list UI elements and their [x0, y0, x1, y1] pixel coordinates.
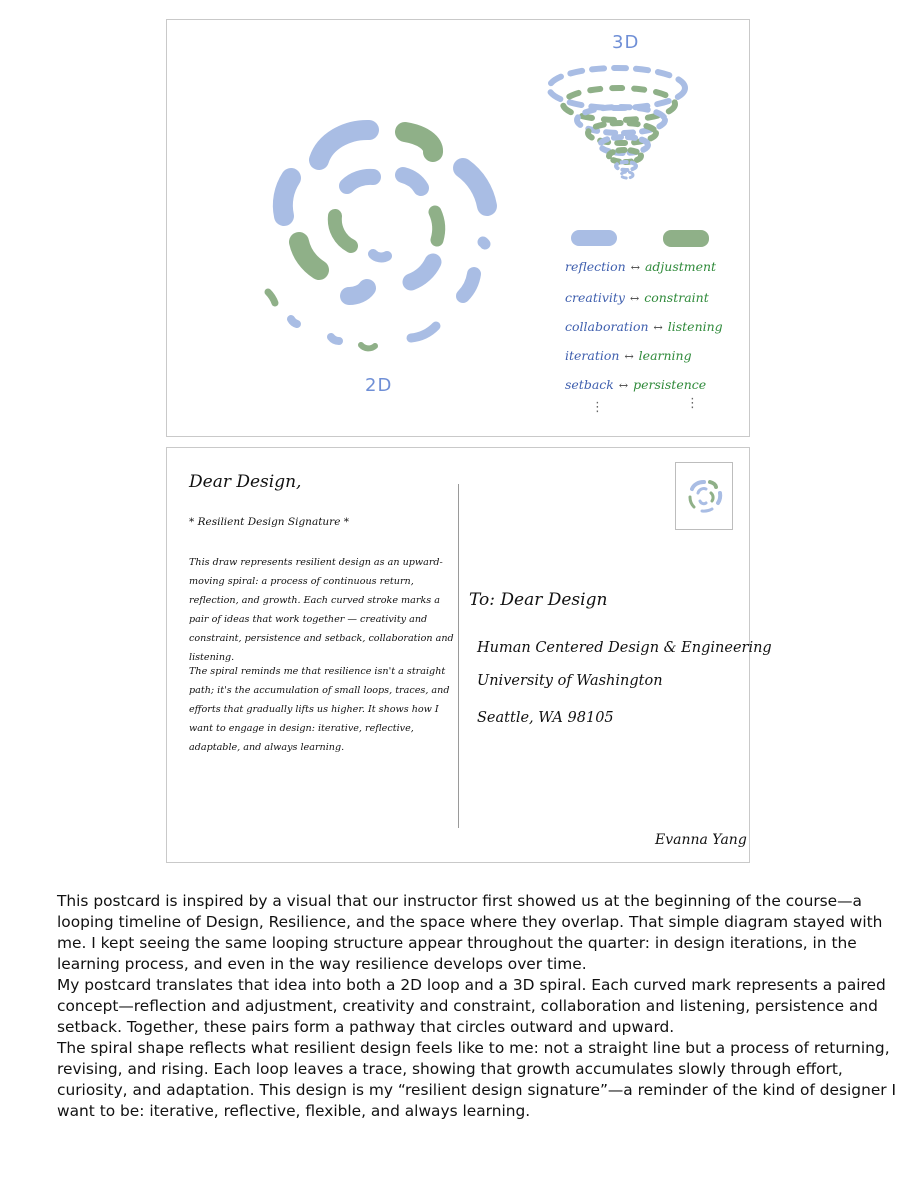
stroke-blue — [463, 274, 474, 296]
stamp-spiral-icon — [676, 463, 732, 529]
arrow-icon: ↔ — [630, 261, 640, 274]
stroke-blue — [411, 326, 436, 338]
signature-title: * Resilient Design Signature * — [189, 516, 350, 528]
legend-left: reflection — [565, 259, 626, 274]
recipient: To: Dear Design — [469, 590, 608, 610]
address-line: Seattle, WA 98105 — [477, 710, 614, 726]
address-line: University of Washington — [477, 673, 663, 689]
green-swatch — [663, 230, 709, 247]
stroke-blue — [483, 242, 485, 244]
greeting: Dear Design, — [189, 472, 302, 492]
stroke-blue — [349, 288, 367, 296]
legend-left: iteration — [565, 348, 620, 363]
postcard-front — [166, 19, 750, 437]
blue-swatch — [571, 230, 617, 246]
legend-left: collaboration — [565, 319, 649, 334]
postcard-back — [166, 447, 772, 863]
legend-row — [565, 377, 706, 392]
ellipsis-icon: ⋮ — [686, 396, 699, 411]
stroke-blue — [403, 175, 421, 188]
legend-left: creativity — [565, 290, 625, 305]
stroke-blue — [347, 177, 373, 186]
signature: Evanna Yang — [655, 832, 747, 848]
arrow-icon: ↔ — [653, 321, 663, 334]
address-line: Human Centered Design & Engineering — [477, 640, 772, 656]
spiral-artwork — [167, 20, 751, 438]
legend-row — [565, 319, 723, 334]
legend-right: learning — [638, 348, 692, 363]
stroke-green — [405, 132, 433, 152]
stroke-blue — [331, 337, 339, 341]
stamp — [675, 462, 733, 530]
legend-left: setback — [565, 377, 614, 392]
legend-row — [565, 259, 716, 274]
arrow-icon: ↔ — [624, 350, 634, 363]
label-2d: 2D — [365, 375, 393, 396]
stroke-green — [299, 242, 319, 270]
stroke-blue — [291, 319, 297, 324]
label-3d: 3D — [612, 32, 640, 53]
stroke-blue — [463, 168, 487, 206]
arrow-icon: ↔ — [618, 379, 629, 392]
legend-right: constraint — [644, 290, 709, 305]
spiral-3d — [549, 68, 685, 178]
stroke-blue — [411, 262, 433, 282]
legend-row — [565, 348, 692, 363]
arrow-icon: ↔ — [630, 292, 640, 305]
legend-right: adjustment — [644, 259, 717, 274]
spiral-2d — [268, 130, 487, 348]
stroke-blue — [373, 254, 387, 257]
message-paragraph: The spiral reminds me that resilience isn't a straight path; it's the accumulation of small loops, traces, and efforts that gradually lifts us higher. It shows how I want to engage in design: iterative, reflective, adaptable, and always learning. — [189, 666, 450, 753]
legend-row — [565, 290, 709, 305]
stroke-green — [361, 345, 375, 348]
description-paragraph: My postcard translates that idea into both a 2D loop and a 3D spiral. Each curved mark represents a paired concept—reflection and adjustment, creativity and constraint, collaboration and listening, persistence and setback. Together, these pairs form a pathway that circles outward and upward. — [57, 976, 886, 1036]
message-paragraph: This draw represents resilient design as an upward-moving spiral: a process of continuous return, reflection, and growth. Each curved stroke marks a pair of ideas that work together — creativity and constraint, persistence and setback, collaboration and listening. — [189, 557, 454, 663]
legend-right: listening — [667, 319, 723, 334]
stroke-green — [335, 216, 351, 246]
stroke-green — [435, 212, 439, 240]
legend-right: persistence — [633, 377, 707, 392]
stroke-blue — [319, 130, 369, 160]
divider — [458, 484, 459, 828]
description-paragraph: This postcard is inspired by a visual that our instructor first showed us at the beginning of the course—a looping timeline of Design, Resilience, and the space where they overlap. That simple diagram stayed with me. I kept seeing the same looping structure appear throughout the quarter: in design iterations, in the learning process, and even in the way resilience develops over time. — [57, 892, 883, 973]
description — [57, 891, 897, 1122]
stroke-blue — [283, 178, 291, 216]
description-paragraph: The spiral shape reflects what resilient design feels like to me: not a straight line but a process of returning, revising, and rising. Each loop leaves a trace, showing that growth accumulates slowly through effort, curiosity, and adaptation. This design is my “resilient design signature”—a reminder of the kind of designer I want to be: iterative, reflective, flexible, and always learning. — [57, 1039, 897, 1120]
stroke-green — [268, 292, 275, 303]
ellipsis-icon: ⋮ — [591, 400, 604, 415]
